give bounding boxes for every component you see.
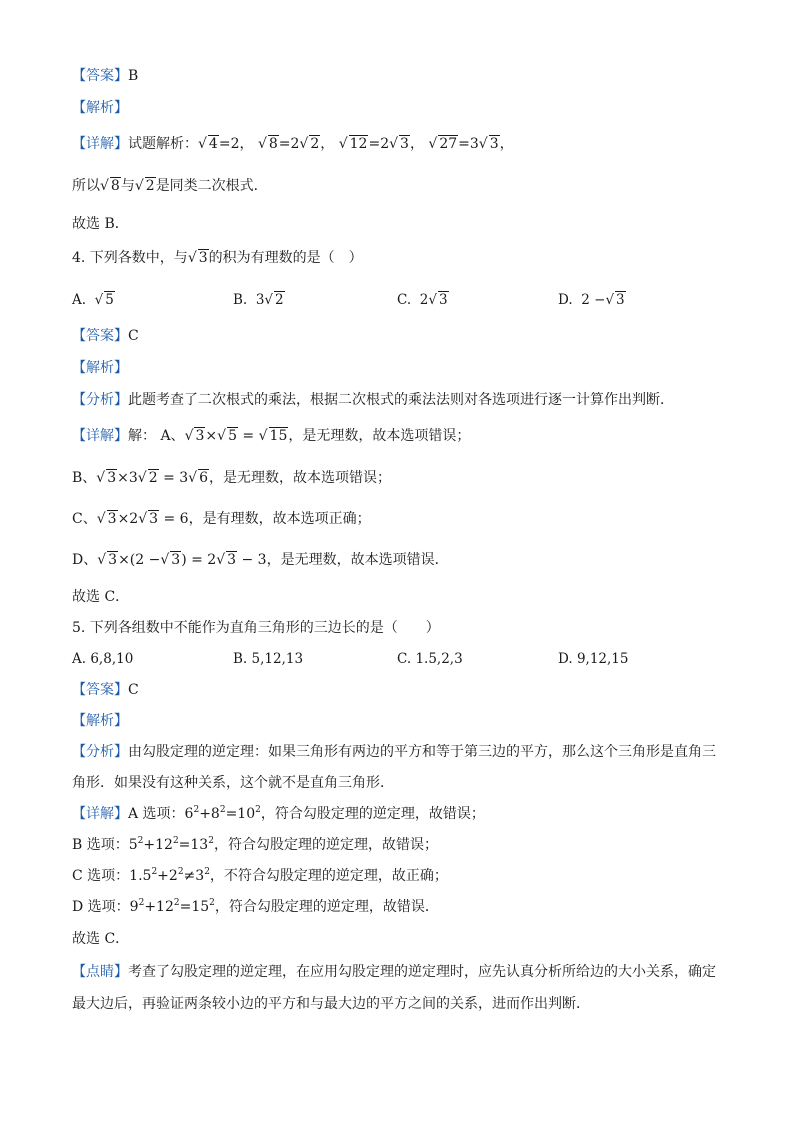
- text: ，符合勾股定理的逆定理，故错误；: [260, 806, 485, 822]
- radicand: 2: [148, 470, 158, 486]
- q3-analysis-line: [72, 98, 128, 118]
- text: ，是有理数，故本选项正确；: [188, 511, 371, 527]
- expr-text: ，: [409, 136, 424, 152]
- q4-detail-b: [72, 468, 391, 488]
- text: ，是无理数，故本选项错误；: [288, 428, 471, 444]
- sqrt-symbol: √: [100, 178, 109, 194]
- radicand: 2: [275, 292, 284, 308]
- option-text: 6,8,10: [90, 651, 134, 667]
- q4-detail-a: [72, 426, 470, 446]
- option-text: 1.5,2,3: [415, 651, 463, 667]
- text: C、: [72, 511, 97, 527]
- text: ，是无理数，故本选项错误．: [266, 552, 449, 568]
- comment-tag: 【点睛】: [72, 964, 128, 980]
- q4-option-c: [397, 290, 449, 310]
- sqrt-symbol: √: [96, 511, 106, 527]
- exponent: 2: [172, 836, 179, 846]
- radicand: 3: [195, 428, 205, 444]
- q4-stem: [72, 248, 363, 268]
- radicand: 3: [149, 511, 159, 527]
- radicand: 3: [400, 136, 409, 152]
- q4-option-d: [558, 290, 626, 310]
- radicand: 15: [269, 428, 288, 444]
- q3-conclusion-line: [72, 176, 268, 196]
- expr-text: =2，: [218, 136, 254, 152]
- text: ≠3: [183, 868, 205, 884]
- q5-stem: 5. 下列各组数中不能作为直角三角形的三边长的是（ ）: [72, 620, 440, 636]
- detail-tag: 【详解】: [72, 136, 128, 152]
- text: ，不符合勾股定理的逆定理，故正确；: [209, 868, 448, 884]
- sqrt-symbol: √: [138, 511, 148, 527]
- q5-detail-d: [72, 897, 439, 917]
- radicand: 3: [438, 292, 448, 308]
- option-label: A.: [72, 292, 87, 308]
- q5-detail-a: [72, 804, 485, 824]
- option-label: A.: [72, 651, 87, 667]
- q5-option-a: [72, 649, 133, 669]
- sqrt-symbol: √: [137, 470, 147, 486]
- text: 解： A、: [128, 428, 185, 444]
- radicand: 3: [108, 552, 118, 568]
- text: =10: [225, 806, 256, 822]
- sqrt-symbol: √: [428, 136, 438, 152]
- text: − 3: [237, 552, 267, 568]
- radicand: 5: [228, 428, 237, 444]
- sqrt-symbol: √: [299, 136, 309, 152]
- exponent: 2: [138, 898, 145, 908]
- text: =15: [179, 899, 210, 915]
- text: 是同类二次根式．: [155, 178, 268, 194]
- text: C 选项：1.5: [72, 868, 152, 884]
- q5-analysis-line: [72, 711, 128, 731]
- text: = 6: [159, 511, 189, 527]
- stem-text: 4. 下列各数中，与: [72, 250, 188, 266]
- option-label: D.: [558, 292, 573, 308]
- analysis-tag: 【解析】: [72, 360, 128, 376]
- text: +2: [157, 868, 178, 884]
- sqrt-symbol: √: [97, 552, 107, 568]
- detail-tag: 【详解】: [72, 806, 128, 822]
- sqrt-symbol: √: [96, 470, 106, 486]
- radicand: 2: [145, 178, 155, 194]
- exponent: 2: [173, 898, 180, 908]
- analyze-tag: 【分析】: [72, 392, 128, 408]
- answer-value: C: [128, 682, 139, 698]
- sqrt-symbol: √: [478, 136, 488, 152]
- radicand: 4: [208, 136, 218, 152]
- radicand: 3: [107, 470, 117, 486]
- radicand: 12: [349, 136, 368, 152]
- answer-value: C: [128, 328, 139, 344]
- option-label: C.: [397, 651, 412, 667]
- radicand: 5: [105, 292, 114, 308]
- radicand: 6: [199, 470, 209, 486]
- q5-comment-line1: [72, 962, 716, 982]
- detail-prefix: 试题解析：: [128, 136, 198, 152]
- text: =: [237, 428, 259, 444]
- text: ) = 2: [181, 552, 217, 568]
- option-label: D.: [558, 651, 573, 667]
- text: D、: [72, 552, 98, 568]
- analysis-tag: 【解析】: [72, 713, 128, 729]
- radicand: 8: [110, 178, 120, 194]
- answer-tag: 【答案】: [72, 328, 128, 344]
- text: = 3: [158, 470, 189, 486]
- radicand: 8: [268, 136, 278, 152]
- option-label: B.: [233, 651, 248, 667]
- q4-detail-c: [72, 509, 371, 529]
- text: +8: [199, 806, 220, 822]
- text: 与: [120, 178, 135, 194]
- text: B、: [72, 470, 97, 486]
- sqrt-symbol: √: [187, 250, 197, 266]
- q4-detail-d: [72, 550, 449, 570]
- sqrt-symbol: √: [264, 292, 274, 308]
- text: =13: [178, 837, 209, 853]
- analyze-text: 由勾股定理的逆定理：如果三角形有两边的平方和等于第三边的平方，那么这个三角形是直角三: [128, 744, 716, 760]
- comment-text: 考查了勾股定理的逆定理，在应用勾股定理的逆定理时，应先认真分析所给边的大小关系，确定: [128, 964, 716, 980]
- text: D 选项：9: [72, 899, 139, 915]
- q5-analyze-line2: 角形．如果没有这种关系，这个就不是直角三角形．: [72, 775, 394, 791]
- q5-option-c: [397, 649, 463, 669]
- q3-answer-line: [72, 66, 138, 86]
- exponent: 2: [177, 867, 184, 877]
- expr-text: =3: [458, 136, 479, 152]
- radicand: 3: [489, 136, 499, 152]
- sqrt-symbol: √: [160, 552, 170, 568]
- q5-detail-b: [72, 835, 438, 855]
- exponent: 2: [204, 867, 210, 877]
- exponent: 2: [209, 898, 215, 908]
- exponent: 2: [137, 836, 144, 846]
- expr-text: ，: [320, 136, 335, 152]
- text: +12: [144, 899, 174, 915]
- radicand: 3: [198, 250, 208, 266]
- sqrt-symbol: √: [389, 136, 399, 152]
- q4-analyze-line: [72, 390, 674, 410]
- option-pre: 2 −: [581, 292, 606, 308]
- radicand: 3: [227, 552, 237, 568]
- q4-option-a: [72, 290, 115, 310]
- q4-option-b: [233, 290, 285, 310]
- radicand: 2: [310, 136, 320, 152]
- q5-analyze-line1: [72, 742, 716, 762]
- text: +12: [143, 837, 173, 853]
- sqrt-symbol: √: [258, 428, 268, 444]
- text: A 选项：6: [128, 806, 194, 822]
- analyze-tag: 【分析】: [72, 744, 128, 760]
- option-label: B.: [233, 292, 248, 308]
- sqrt-symbol: √: [216, 552, 226, 568]
- option-pre: 3: [255, 292, 265, 308]
- text: 所以: [72, 178, 100, 194]
- option-label: C.: [397, 292, 412, 308]
- text: B 选项：5: [72, 837, 138, 853]
- analyze-text: 此题考查了二次根式的乘法，根据二次根式的乘法法则对各选项进行逐一计算作出判断．: [128, 392, 674, 408]
- text: ×2: [117, 511, 139, 527]
- q5-option-b: [233, 649, 303, 669]
- text: ×: [205, 428, 218, 444]
- expr-text: =2: [278, 136, 300, 152]
- expr-text: ，: [499, 136, 514, 152]
- radicand: 3: [171, 552, 181, 568]
- sqrt-symbol: √: [257, 136, 267, 152]
- sqrt-symbol: √: [338, 136, 348, 152]
- radicand: 3: [107, 511, 117, 527]
- exponent: 2: [219, 805, 226, 815]
- q5-comment-line2: 最大边后，再验证两条较小边的平方和与最大边的平方之间的关系，进而作出判断．: [72, 996, 590, 1012]
- stem-text: 的积为有理数的是（ ）: [208, 250, 363, 266]
- expr-text: =2: [368, 136, 390, 152]
- radicand: 27: [439, 136, 458, 152]
- answer-tag: 【答案】: [72, 682, 128, 698]
- q3-choice: 故选 B．: [72, 216, 129, 232]
- text: ，符合勾股定理的逆定理，故错误；: [213, 837, 438, 853]
- sqrt-symbol: √: [428, 292, 437, 308]
- exponent: 2: [208, 836, 214, 846]
- q4-answer-line: [72, 326, 139, 346]
- q4-analysis-line: [72, 358, 128, 378]
- q4-choice: 故选 C．: [72, 589, 130, 605]
- text: ×(2 −: [118, 552, 161, 568]
- option-text: 5,12,13: [251, 651, 304, 667]
- text: ，符合勾股定理的逆定理，故错误．: [214, 899, 439, 915]
- sqrt-symbol: √: [94, 292, 104, 308]
- q5-detail-c: [72, 866, 448, 886]
- exponent: 2: [193, 805, 200, 815]
- exponent: 2: [151, 867, 158, 877]
- detail-tag: 【详解】: [72, 428, 128, 444]
- text: ×3: [117, 470, 138, 486]
- q3-detail-line: [72, 134, 514, 154]
- answer-tag: 【答案】: [72, 68, 128, 84]
- option-pre: 2: [419, 292, 429, 308]
- sqrt-symbol: √: [184, 428, 194, 444]
- exponent: 2: [255, 805, 261, 815]
- q5-option-d: [558, 649, 628, 669]
- answer-value: B: [128, 68, 139, 84]
- option-text: 9,12,15: [576, 651, 629, 667]
- sqrt-symbol: √: [134, 178, 144, 194]
- analysis-tag: 【解析】: [72, 100, 128, 116]
- radicand: 3: [616, 292, 625, 308]
- q5-choice: 故选 C．: [72, 931, 130, 947]
- sqrt-symbol: √: [198, 136, 207, 152]
- sqrt-symbol: √: [217, 428, 227, 444]
- sqrt-symbol: √: [188, 470, 198, 486]
- text: ，是无理数，故本选项错误；: [209, 470, 392, 486]
- q5-answer-line: [72, 680, 139, 700]
- sqrt-symbol: √: [605, 292, 615, 308]
